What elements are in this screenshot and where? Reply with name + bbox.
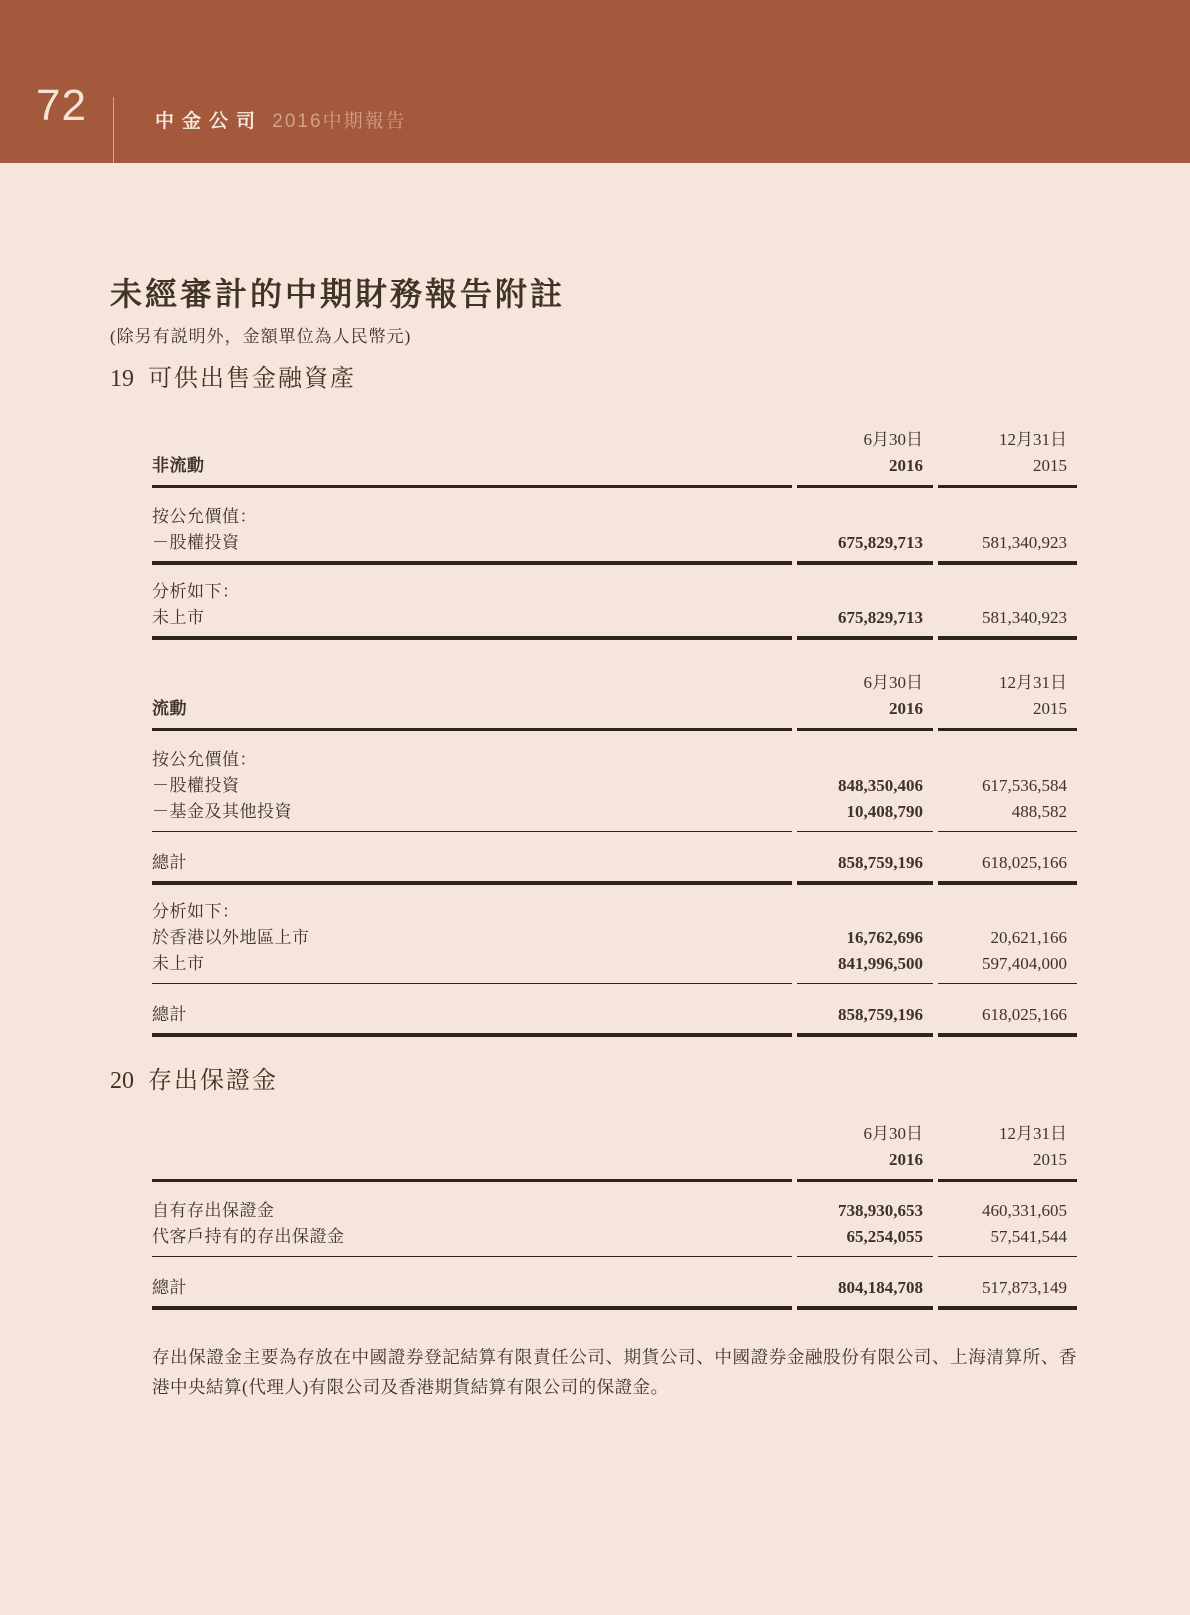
section-19-title: 可供出售金融資產 (148, 366, 356, 392)
separator-rule (152, 831, 1077, 832)
total-row (152, 850, 1077, 876)
total-rule (152, 881, 1077, 885)
col-header-date-2015: 12月31日 (999, 1124, 1067, 1143)
section-20-number: 20 (110, 1068, 134, 1094)
table-row (152, 925, 1077, 951)
col-header-year-2016: 2016 (889, 699, 923, 718)
value-2016: 738,930,653 (838, 1201, 923, 1220)
company-name: 中金公司 (155, 111, 264, 132)
table-row (152, 1198, 1077, 1224)
value-2016: 10,408,790 (846, 802, 923, 821)
header-rule (152, 1179, 1077, 1182)
total-rule (152, 636, 1077, 640)
value-2016: 858,759,196 (838, 1005, 923, 1024)
separator-rule (152, 1256, 1077, 1257)
row-label: 分析如下： (152, 582, 240, 601)
value-2015: 581,340,923 (982, 533, 1067, 552)
page-content (110, 276, 1080, 1402)
col-header-date-2016: 6月30日 (863, 1124, 923, 1143)
separator-rule (152, 983, 1077, 984)
table-header-dates (152, 670, 1077, 696)
row-label: 代客戶持有的存出保證金 (152, 1227, 345, 1246)
row-label: －基金及其他投資 (152, 802, 292, 821)
value-2016: 65,254,055 (846, 1227, 923, 1246)
table-row (152, 799, 1077, 825)
total-rule (152, 1306, 1077, 1310)
col-header-year-2016: 2016 (889, 456, 923, 475)
col-header-year-2015: 2015 (1033, 699, 1067, 718)
table-deposits (152, 1121, 1077, 1310)
row-label: 於香港以外地區上市 (152, 928, 310, 947)
section-19-body (152, 427, 1077, 1037)
table-row (152, 773, 1077, 799)
section-19-heading (110, 365, 1080, 393)
value-2015: 617,536,584 (982, 776, 1067, 795)
value-2015: 618,025,166 (982, 1005, 1067, 1024)
row-label: 分析如下： (152, 902, 240, 921)
value-2016: 858,759,196 (838, 853, 923, 872)
header-rule (152, 485, 1077, 488)
table-row (152, 747, 1077, 773)
section-19-number: 19 (110, 366, 134, 392)
page-number: 72 (36, 81, 87, 130)
table-row (152, 1224, 1077, 1250)
col-header-date-2016: 6月30日 (863, 430, 923, 449)
table-header-dates (152, 1121, 1077, 1147)
col-header-date-2016: 6月30日 (863, 673, 923, 692)
row-label: －股權投資 (152, 776, 240, 795)
row-label: 總計 (152, 1278, 187, 1297)
col-header-year-2016: 2016 (889, 1150, 923, 1169)
value-2016: 841,996,500 (838, 954, 923, 973)
table-header-dates (152, 427, 1077, 453)
table-current (152, 670, 1077, 1037)
row-label: 按公允價值： (152, 507, 257, 526)
table-header-years (152, 696, 1077, 728)
total-row (152, 1275, 1077, 1301)
row-label: 按公允價值： (152, 750, 257, 769)
col-header-year-2015: 2015 (1033, 1150, 1067, 1169)
table-row (152, 579, 1077, 605)
col-header-year-2015: 2015 (1033, 456, 1067, 475)
section-20-body (152, 1121, 1077, 1402)
table-corner-label: 非流動 (152, 456, 205, 475)
table-row (152, 951, 1077, 977)
report-name: 2016中期報告 (272, 111, 407, 132)
table-row (152, 504, 1077, 530)
value-2016: 675,829,713 (838, 533, 923, 552)
document-subtitle: (除另有説明外，金額單位為人民幣元) (110, 327, 412, 346)
row-label: 未上市 (152, 608, 205, 627)
table-corner-label: 流動 (152, 699, 187, 718)
value-2015: 20,621,166 (990, 928, 1067, 947)
value-2016: 16,762,696 (846, 928, 923, 947)
value-2015: 488,582 (1011, 802, 1067, 821)
table-header-years (152, 1147, 1077, 1179)
section-20-title: 存出保證金 (148, 1068, 278, 1094)
value-2015: 57,541,544 (990, 1227, 1067, 1246)
value-2016: 848,350,406 (838, 776, 923, 795)
row-label: 總計 (152, 853, 187, 872)
row-label: －股權投資 (152, 533, 240, 552)
value-2015: 581,340,923 (982, 608, 1067, 627)
col-header-date-2015: 12月31日 (999, 673, 1067, 692)
header-rule (152, 728, 1077, 731)
table-row (152, 530, 1077, 556)
table-row (152, 605, 1077, 631)
note-paragraph: 存出保證金主要為存放在中國證券登記結算有限責任公司、期貨公司、中國證券金融股份有限公司、上海清算所、香港中央結算(代理人)有限公司及香港期貨結算有限公司的保證金。 (152, 1347, 1077, 1397)
col-header-date-2015: 12月31日 (999, 430, 1067, 449)
value-2016: 804,184,708 (838, 1278, 923, 1297)
document-title: 未經審計的中期財務報告附註 (110, 276, 566, 312)
value-2015: 597,404,000 (982, 954, 1067, 973)
section-20-heading (110, 1067, 1080, 1095)
total-row (152, 1002, 1077, 1028)
value-2015: 517,873,149 (982, 1278, 1067, 1297)
row-label: 總計 (152, 1005, 187, 1024)
row-label: 自有存出保證金 (152, 1201, 275, 1220)
total-rule (152, 561, 1077, 565)
value-2015: 460,331,605 (982, 1201, 1067, 1220)
row-label: 未上市 (152, 954, 205, 973)
value-2015: 618,025,166 (982, 853, 1067, 872)
header-brand-line (155, 110, 407, 135)
header-divider (113, 97, 114, 163)
value-2016: 675,829,713 (838, 608, 923, 627)
page-header-band (0, 0, 1190, 163)
table-noncurrent (152, 427, 1077, 640)
total-rule (152, 1033, 1077, 1037)
table-header-years (152, 453, 1077, 485)
table-row (152, 899, 1077, 925)
